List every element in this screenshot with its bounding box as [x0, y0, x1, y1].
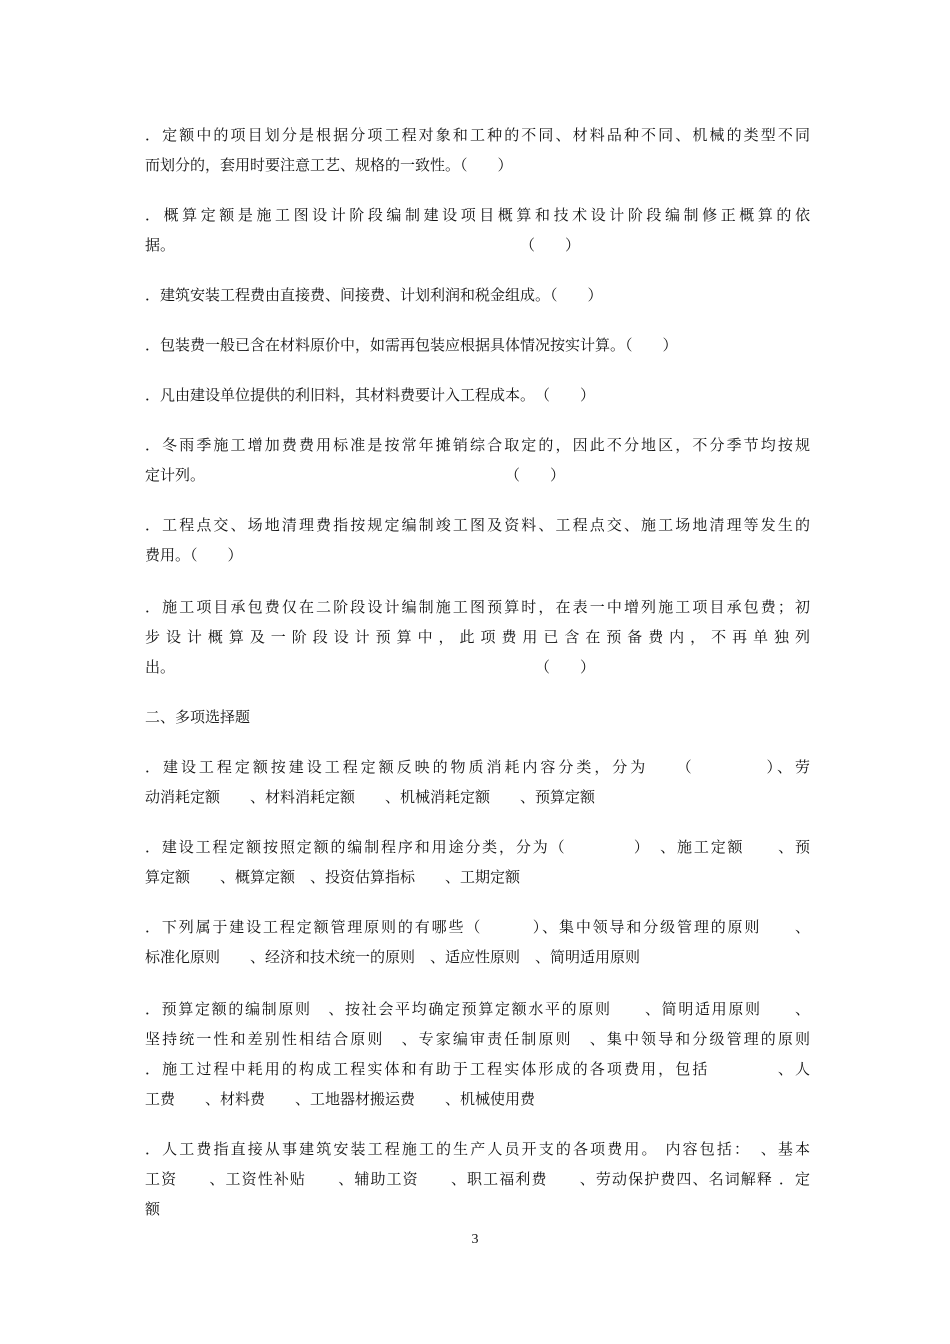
section-heading: 二、多项选择题 [145, 708, 251, 726]
page-number: 3 [471, 1232, 479, 1247]
question-mc-4 [145, 994, 810, 1114]
text-line: 出。 （ ） [145, 658, 596, 676]
question-tf-4 [145, 330, 810, 360]
text-line: 步设计概算及一阶段设计预算中，此项费用已含在预备费内，不再单独列 [145, 628, 810, 646]
question-tf-3 [145, 280, 810, 310]
question-mc-3 [145, 912, 810, 972]
text-line: ．人工费指直接从事建筑安装工程施工的生产人员开支的各项费用。 内容包括： 、基本 [145, 1140, 810, 1158]
text-line: ．冬雨季施工增加费费用标准是按常年摊销综合取定的，因此不分地区，不分季节均按规 [145, 436, 810, 454]
question-tf-1 [145, 120, 810, 180]
text-line: 费用。（ ） [145, 546, 243, 564]
question-mc-2 [145, 832, 810, 892]
text-line: ．概算定额是施工图设计阶段编制建设项目概算和技术设计阶段编制修正概算的依 [145, 206, 810, 224]
text-line: ．工程点交、场地清理费指按规定编制竣工图及资料、工程点交、施工场地清理等发生的 [145, 516, 810, 534]
question-tf-8 [145, 592, 810, 682]
text-line: ．凡由建设单位提供的利旧料，其材料费要计入工程成本。 （ ） [145, 386, 596, 404]
question-mc-5 [145, 1134, 810, 1224]
text-line: ．建筑安装工程费由直接费、间接费、计划利润和税金组成。（ ） [145, 286, 603, 304]
text-line: ．下列属于建设工程定额管理原则的有哪些（ ）、集中领导和分级管理的原则 、 [145, 918, 810, 936]
text-line: ．预算定额的编制原则 、按社会平均确定预算定额水平的原则 、简明适用原则 、 [145, 1000, 810, 1018]
text-line: 动消耗定额 、材料消耗定额 、机械消耗定额 、预算定额 [145, 788, 596, 806]
text-line: 坚持统一性和差别性相结合原则 、专家编审责任制原则 、集中领导和分级管理的原则 [145, 1030, 810, 1048]
question-tf-2 [145, 200, 810, 260]
text-line: 据。 （ ） [145, 236, 581, 254]
text-line: ．定额中的项目划分是根据分项工程对象和工种的不同、材料品种不同、机械的类型不同 [145, 126, 810, 144]
text-line: ．施工过程中耗用的构成工程实体和有助于工程实体形成的各项费用，包括 、人 [145, 1060, 810, 1078]
question-tf-7 [145, 510, 810, 570]
text-line: ．建设工程定额按照定额的编制程序和用途分类，分为（ ） 、施工定额 、预 [145, 838, 810, 856]
question-mc-1 [145, 752, 810, 812]
text-line: ．包装费一般已含在材料原价中，如需再包装应根据具体情况按实计算。（ ） [145, 336, 678, 354]
text-line: 工费 、材料费 、工地器材搬运费 、机械使用费 [145, 1090, 536, 1108]
text-line: 定计列。 （ ） [145, 466, 566, 484]
text-line: 额 [145, 1200, 161, 1218]
text-line: 工资 、工资性补贴 、辅助工资 、职工福利费 、劳动保护费四、名词解释 ．定 [145, 1170, 810, 1188]
text-line: ．建设工程定额按建设工程定额反映的物质消耗内容分类，分为 （ ）、劳 [145, 758, 810, 776]
text-line: ．施工项目承包费仅在二阶段设计编制施工图预算时，在表一中增列施工项目承包费；初 [145, 598, 810, 616]
question-tf-6 [145, 430, 810, 490]
text-line: 而划分的，套用时要注意工艺、规格的一致性。（ ） [145, 156, 513, 174]
question-tf-5 [145, 380, 810, 410]
text-line: 算定额 、概算定额 、投资估算指标 、工期定额 [145, 868, 521, 886]
text-line: 标准化原则 、经济和技术统一的原则 、适应性原则 、简明适用原则 [145, 948, 641, 966]
